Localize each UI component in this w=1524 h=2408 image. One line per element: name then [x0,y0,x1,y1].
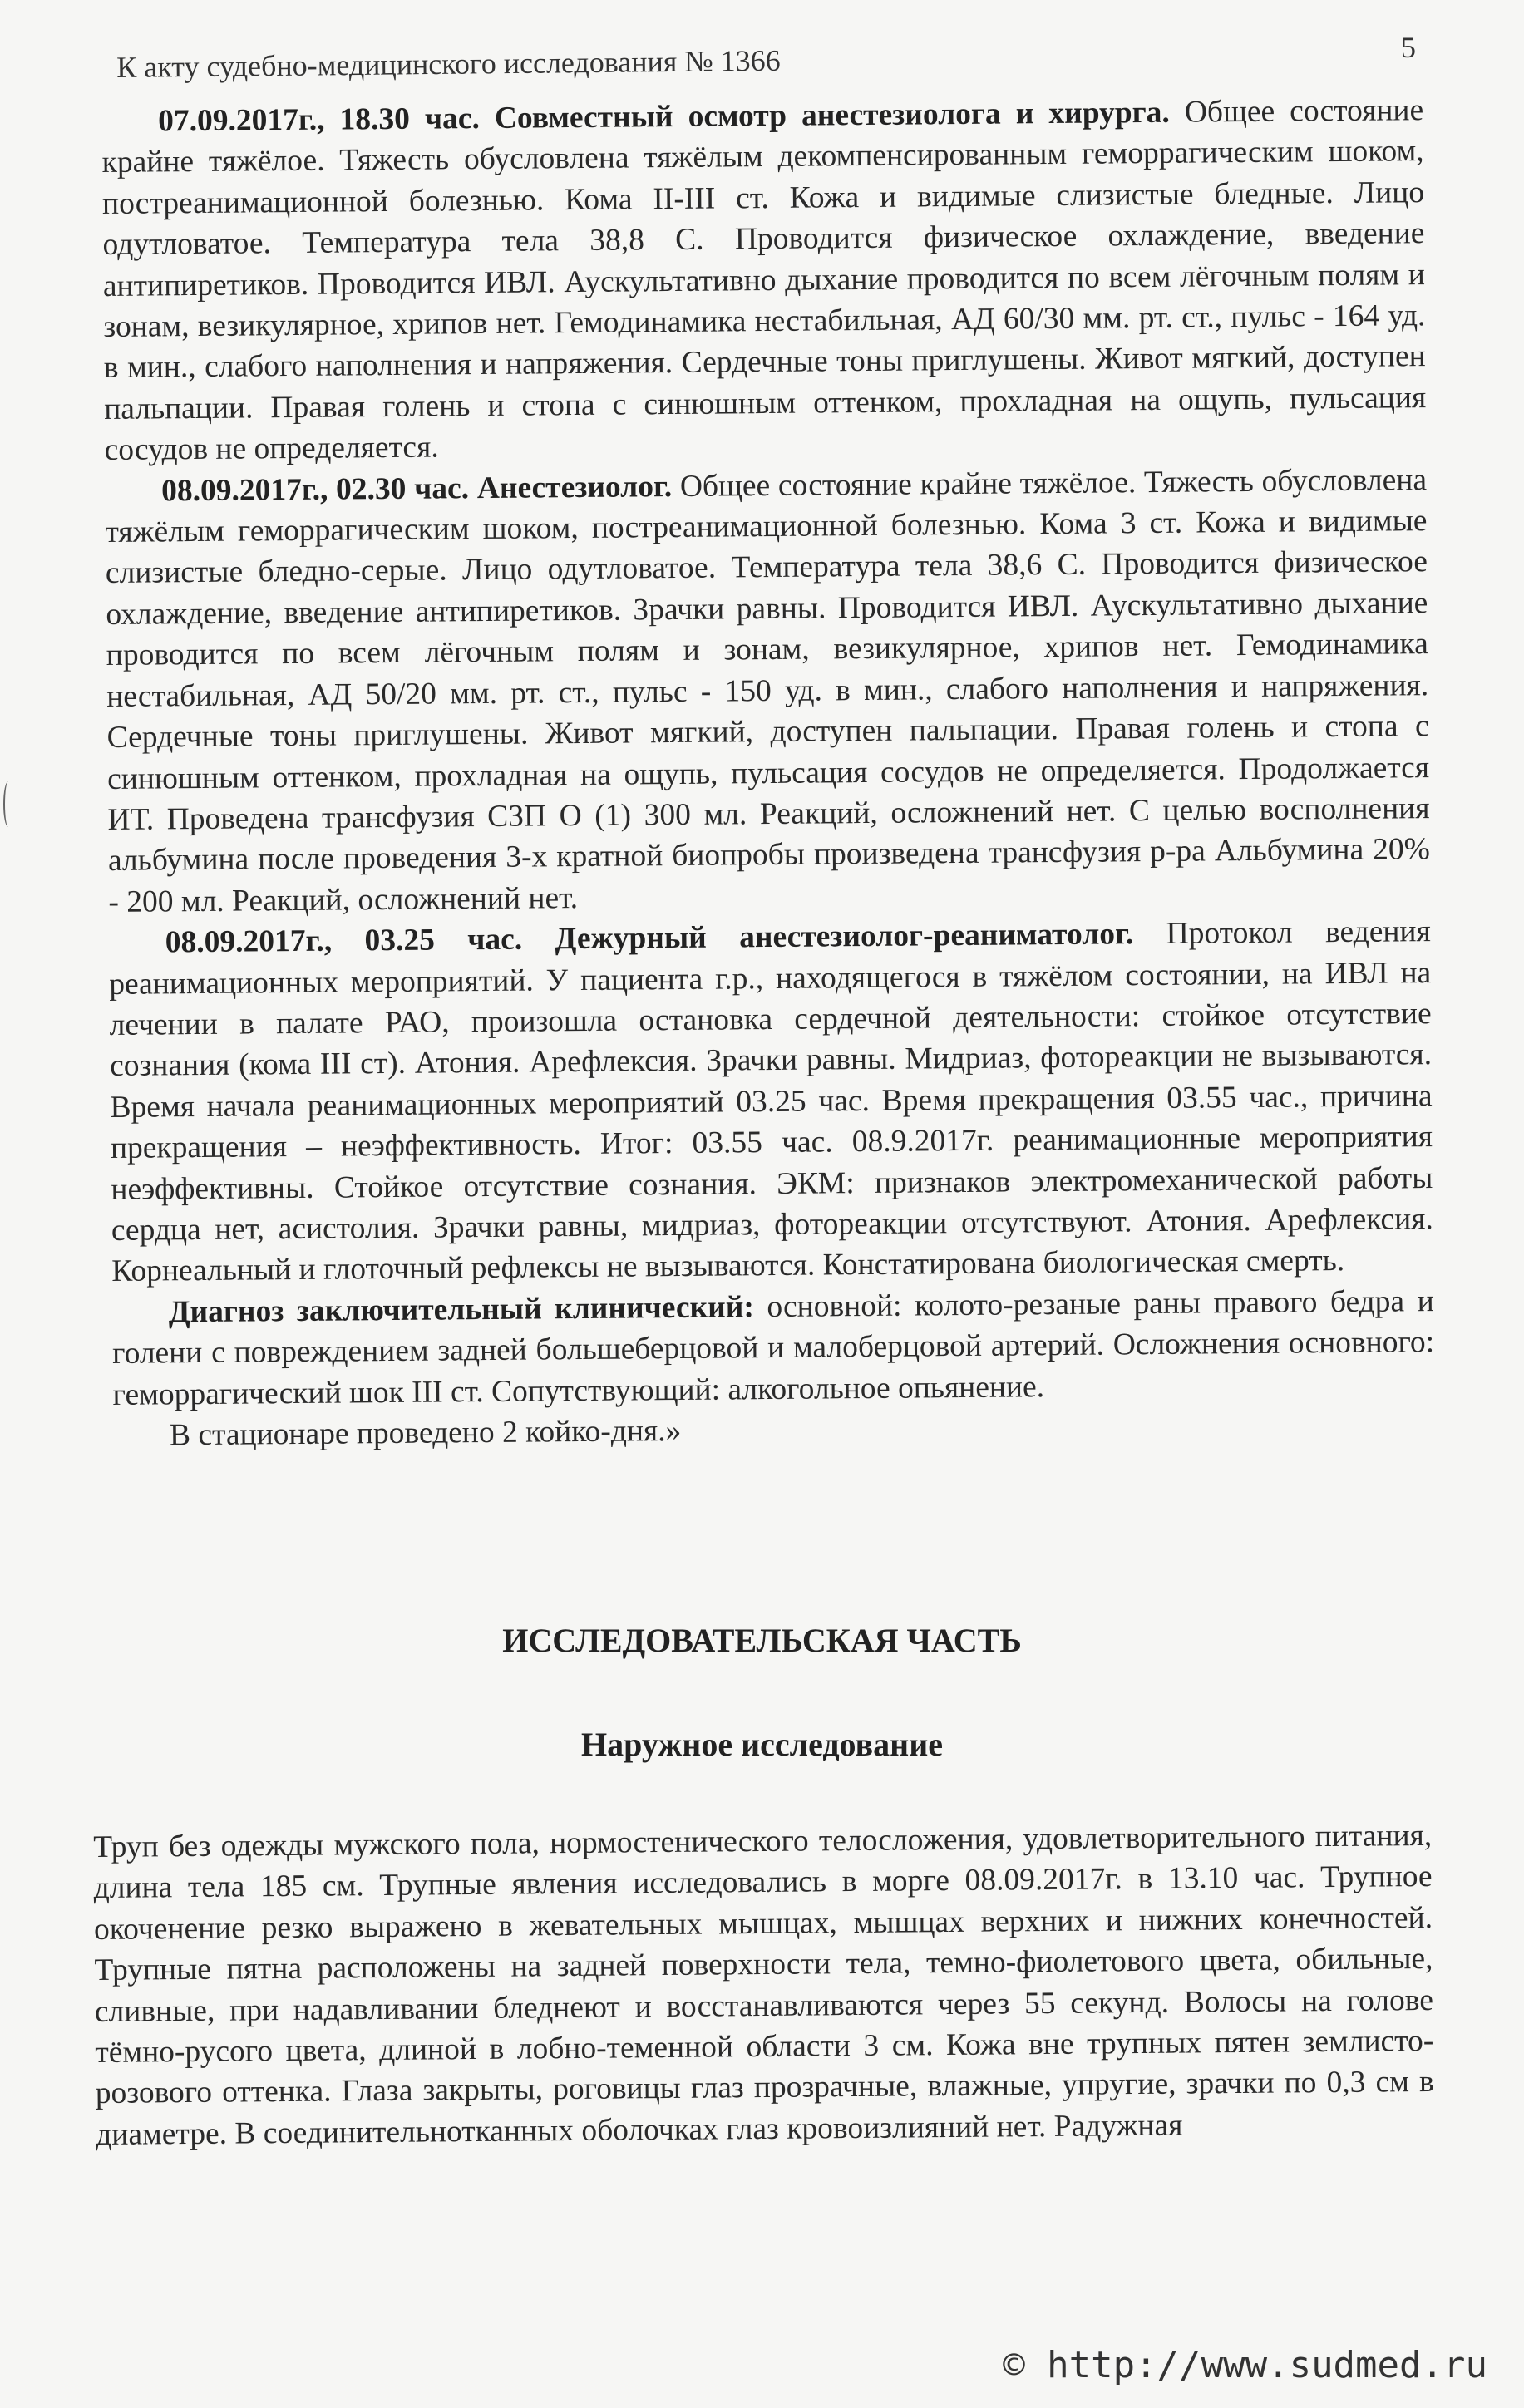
final-diagnosis [112,1281,1435,1416]
document-header: К акту судебно-медицинского исследования № 1366 [116,43,781,84]
record-entry [105,460,1431,923]
entry-text: Протокол ведения реанимационных мероприятий. У пациента г.р., находящегося в тяжёлом состоянии, на ИВЛ на лечении в палате РАО, произошла остановка сердечной деятельности: стойкое отсутствие сознания (кома III ст). Атония. Арефлексия. Зрачки равны. Мидриаз, фотореакции не вызываются. Время начала реанимационных мероприятий 03.25 час. Время прекращения 03.55 час., причина прекращения – неэффективность. Итог: 03.55 час. 08.9.2017г. реанимационные мероприятия неэффективны. Стойкое отсутствие сознания. ЭКМ: признаков электромеханической работы сердца нет, асистолия. Зрачки равны, мидриаз, фотореакции отсутствуют. Атония. Арефлексия. Корнеальный и глоточный рефлексы не вызываются. Констатирована биологическая смерть. [109,914,1433,1289]
subsection-title: Наружное исследование [580,1726,944,1763]
external-exam-text: Труп без одежды мужского пола, нормостенического телосложения, удовлетворительного питания, длина тела 185 см. Трупные явления исследовались в морге 08.09.2017г. в 13.10 час. Трупное окоченение резко выражено в жевательных мышцах, мышцах верхних и нижних конечностей. Трупные пятна расположены на задней поверхности тела, темно-фиолетового цвета, обильные, сливные, при надавливании бледнеют и восстанавливаются через 55 секунд. Волосы на голове тёмно-русого цвета, длиной в лобно-теменной области 3 см. Кожа вне трупных пятен землисто-розового оттенка. Глаза закрыты, роговицы глаз прозрачные, влажные, упругие, зрачки по 0,3 см в диаметре. В соединительнотканных оболочках глаз кровоизлияний нет. Радужная [93,1818,1434,2152]
external-exam-body [93,1815,1434,2155]
entry-heading: 08.09.2017г., 02.30 час. Анестезиолог. [160,469,673,509]
entry-text: Общее состояние крайне тяжёлое. Тяжесть обусловлена тяжёлым декомпенсированным геморрагическим шоком, постреанимационной болезнью. Кома II-III ст. Кожа и видимые слизистые бледные. Лицо одутловатое. Температура тела 38,8 С. Проводится физическое охлаждение, введение антипиретиков. Проводится ИВЛ. Аускультативно дыхание проводится по всем лёгочным полям и зонам, везикулярное, хрипов нет. Гемодинамика нестабильная, АД 60/30 мм. рт. ст., пульс - 164 уд. в мин., слабого наполнения и напряжения. Сердечные тоны приглушены. Живот мягкий, доступен пальпации. Правая голень и стопа с синюшным оттенком, прохладная на ощупь, пульсация сосудов не определяется. [101,93,1427,468]
entry-heading: 08.09.2017г., 03.25 час. Дежурный анестезиолог-реаниматолог. [165,917,1134,960]
entry-text: Общее состояние крайне тяжёлое. Тяжесть обусловлена тяжёлым геморрагическим шоком, постреанимационной болезнью. Кома 3 ст. Кожа и видимые слизистые бледно-серые. Лицо одутловатое. Температура тела 38,6 С. Проводится физическое охлаждение, введение антипиретиков. Зрачки равны. Проводится ИВЛ. Аускультативно дыхание проводится по всем лёгочным полям и зонам, везикулярное, хрипов нет. Гемодинамика нестабильная, АД 50/20 мм. рт. ст., пульс - 150 уд. в мин., слабого наполнения и напряжения. Сердечные тоны приглушены. Живот мягкий, доступен пальпации. Правая голень и стопа с синюшным оттенком, прохладная на ощупь, пульсация сосудов не определяется. Продолжается ИТ. Проведена трансфузия СЗП О (1) 300 мл. Реакций, осложнений нет. С целью восполнения альбумина после проведения 3-х кратной биопробы произведена трансфузия р-ра Альбумина 20% - 200 мл. Реакций, осложнений нет. [105,462,1431,919]
clinical-record-body [101,90,1435,1456]
site-watermark: © http://www.sudmed.ru [1003,2344,1487,2386]
record-entry [109,911,1434,1293]
entry-heading: Диагноз заключительный клинический: [168,1289,755,1330]
margin-pen-mark [3,781,13,827]
entry-text: основной: колото-резаные раны правого бедра и голени с повреждением задней большеберцовой и малоберцовой артерий. Осложнения основного: геморрагический шок III ст. Сопутствующий: алкогольное опьянение. [111,1283,1435,1412]
record-entry [101,90,1427,471]
section-title: ИССЛЕДОВАТЕЛЬСКАЯ ЧАСТЬ [502,1622,1022,1659]
hospital-stay-note: В стационаре проведено 2 койко-дня.» [169,1413,682,1453]
entry-heading: 07.09.2017г., 18.30 час. Совместный осмотр анестезиолога и хирурга. [158,95,1171,139]
page-number: 5 [1401,31,1416,64]
